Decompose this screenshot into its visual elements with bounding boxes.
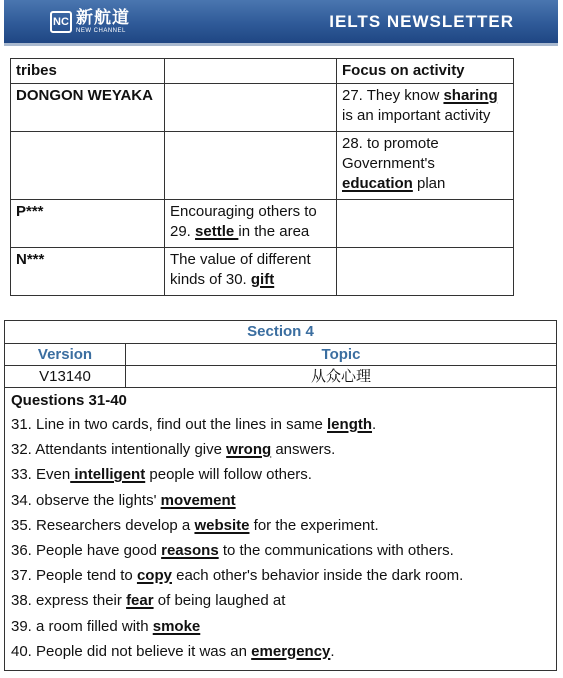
- question-34: 34. observe the lights' movement: [11, 491, 236, 509]
- tribe-cell: [11, 132, 165, 200]
- section-4-block: [4, 320, 557, 671]
- header-cell-empty: [165, 59, 337, 84]
- logo: [50, 9, 130, 34]
- answer-33: intelligent: [70, 466, 146, 484]
- newsletter-banner: [4, 0, 558, 46]
- tribe-cell: N***: [11, 248, 165, 296]
- focus-cell: 27. They know sharing is an important activity: [337, 84, 514, 132]
- question-31: 31. Line in two cards, find out the lines in same length.: [11, 416, 377, 433]
- version-value: V13140: [5, 366, 126, 387]
- questions-title: Questions 31-40: [11, 392, 127, 409]
- answer-35: website: [194, 516, 250, 534]
- question-37: 37. People tend to copy each other's behavior inside the dark room.: [11, 567, 464, 585]
- question-40: 40. People did not believe it was an emergency.: [11, 642, 335, 660]
- answer-37: copy: [136, 567, 172, 585]
- table-row: [11, 132, 563, 200]
- version-topic-value-row: [5, 366, 556, 388]
- logo-english-text: NEW CHANNEL: [76, 28, 126, 34]
- table-header-row: [11, 59, 563, 84]
- question-32: 32. Attendants intentionally give wrong answers.: [11, 441, 336, 459]
- question-35: 35. Researchers develop a website for the experiment.: [11, 516, 379, 534]
- tribes-table: [10, 58, 562, 296]
- logo-icon: NC: [50, 11, 72, 33]
- question-39: 39. a room filled with smoke: [11, 617, 201, 635]
- answer-36: reasons: [161, 541, 219, 559]
- answer-28: education: [342, 175, 413, 192]
- answer-31: length: [327, 416, 373, 433]
- detail-cell: [165, 84, 337, 132]
- logo-chinese-text: 新航道: [76, 8, 130, 27]
- focus-cell: [337, 200, 514, 248]
- answer-29: settle: [195, 223, 239, 240]
- question-38: 38. express their fear of being laughed at: [11, 592, 286, 610]
- version-label: Version: [5, 344, 126, 365]
- answer-32: wrong: [226, 441, 272, 459]
- answer-40: emergency: [251, 642, 331, 660]
- question-33: 33. Even intelligent people will follow others.: [11, 466, 312, 484]
- question-36: 36. People have good reasons to the communications with others.: [11, 541, 454, 559]
- questions-list: [5, 388, 556, 670]
- focus-cell: 28. to promote Government's education plan: [337, 132, 514, 200]
- detail-cell: [165, 132, 337, 200]
- newsletter-title: IELTS NEWSLETTER: [329, 11, 514, 31]
- header-cell-focus: Focus on activity: [337, 59, 514, 84]
- answer-30: gift: [250, 271, 275, 288]
- table-row: [11, 200, 563, 248]
- topic-label: Topic: [321, 346, 361, 363]
- version-topic-header-row: [5, 344, 556, 366]
- tribe-cell: P***: [11, 200, 165, 248]
- answer-27: sharing: [443, 87, 498, 104]
- topic-value: 从众心理: [310, 368, 371, 385]
- table-row: [11, 84, 563, 132]
- detail-cell: The value of different kinds of 30. gift: [165, 248, 337, 296]
- table-row: [11, 248, 563, 296]
- section-title: Section 4: [5, 321, 556, 344]
- focus-cell: [337, 248, 514, 296]
- header-cell-tribes: tribes: [11, 59, 165, 84]
- tribe-cell: DONGON WEYAKA: [11, 84, 165, 132]
- detail-cell: Encouraging others to 29. settle in the area: [165, 200, 337, 248]
- answer-38: fear: [126, 592, 154, 610]
- answer-34: movement: [160, 491, 236, 509]
- answer-39: smoke: [152, 617, 201, 635]
